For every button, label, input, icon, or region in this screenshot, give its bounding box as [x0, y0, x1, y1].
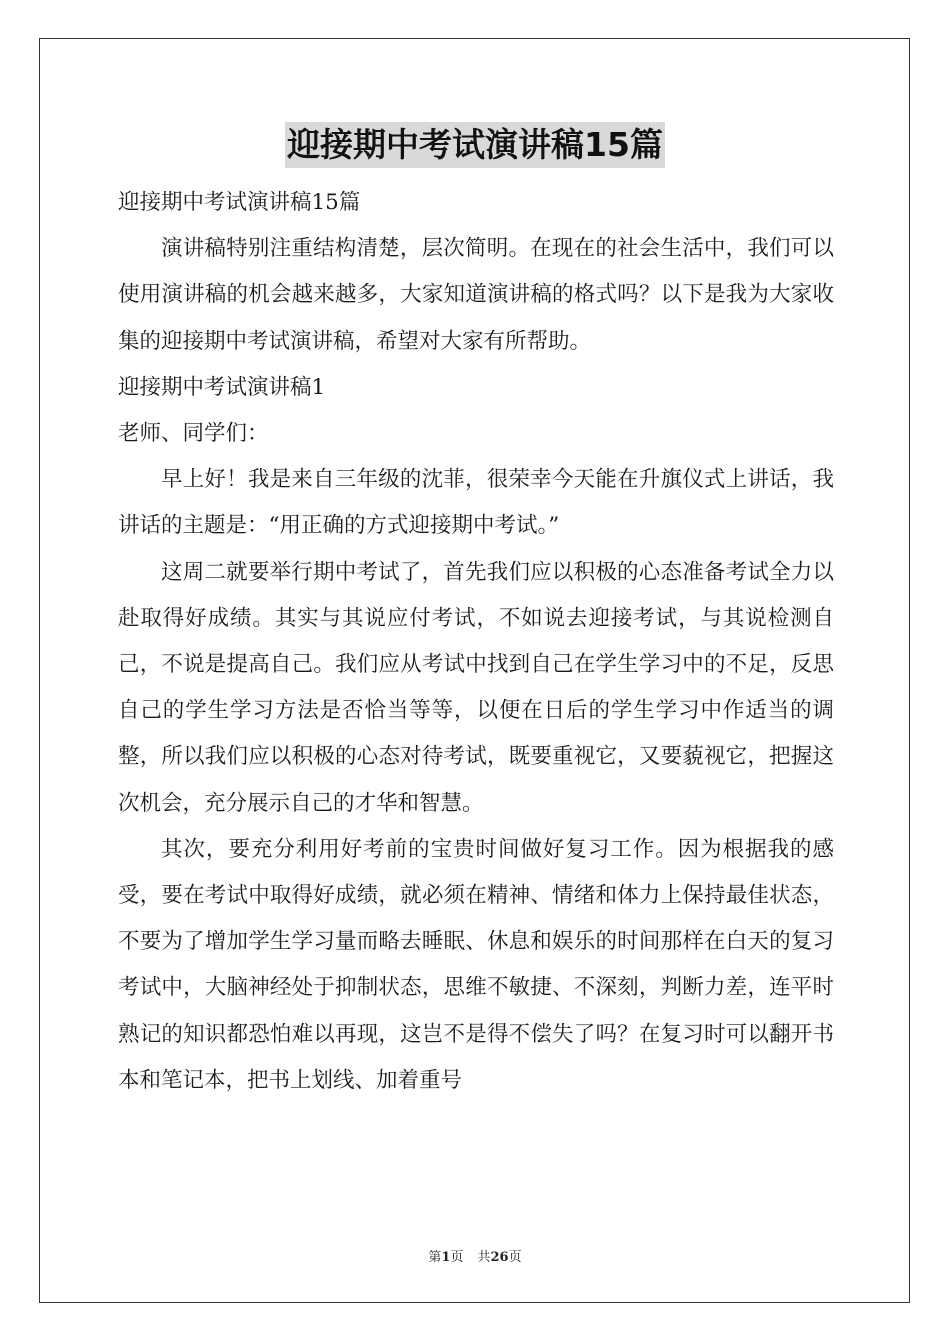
paragraph: 演讲稿特别注重结构清楚，层次简明。在现在的社会生活中，我们可以使用演讲稿的机会越来越多，大家知道演讲稿的格式吗？以下是我为大家收集的迎接期中考试演讲稿，希望对大家有所帮助。 [118, 236, 834, 354]
document-body [118, 180, 834, 1104]
paragraph: 迎接期中考试演讲稿15篇 [118, 190, 361, 215]
paragraph: 迎接期中考试演讲稿1 [118, 374, 326, 400]
footer-page-suffix: 页 [450, 1250, 464, 1265]
footer-page-number: 1 [441, 1250, 451, 1265]
page-footer [0, 1246, 950, 1265]
paragraph: 这周二就要举行期中考试了，首先我们应以积极的心态准备考试全力以赴取得好成绩。其实与其说应付考试，不如说去迎接考试，与其说检测自己，不说是提高自己。我们应从考试中找到自己在学生学习中的不足，反思自己的学生学习方法是否恰当等等，以便在日后的学生学习中作适当的调整，所以我们应以积极的心态对待考试，既要重视它，又要藐视它，把握这次机会，充分展示自己的才华和智慧。 [118, 559, 834, 816]
paragraph: 老师、同学们： [118, 421, 269, 447]
footer-total-pages: 26 [490, 1250, 509, 1265]
paragraph: 早上好！我是来自三年级的沈菲，很荣幸今天能在升旗仪式上讲话，我讲话的主题是：“用正确的方式迎接期中考试。” [118, 467, 834, 539]
title-container [0, 122, 950, 168]
footer-page-prefix: 第 [428, 1250, 442, 1265]
footer-total-suffix: 页 [508, 1250, 522, 1265]
footer-total-prefix: 共 [477, 1250, 491, 1265]
paragraph: 其次，要充分利用好考前的宝贵时间做好复习工作。因为根据我的感受，要在考试中取得好成绩，就必须在精神、情绪和体力上保持最佳状态，不要为了增加学生学习量而略去睡眠、休息和娱乐的时间那样在白天的复习考试中，大脑神经处于抑制状态，思维不敏捷、不深刻，判断力差，连平时熟记的知识都恐怕难以再现，这岂不是得不偿失了吗？在复习时可以翻开书本和笔记本，把书上划线、加着重号 [118, 836, 834, 1093]
document-title: 迎接期中考试演讲稿15篇 [285, 122, 665, 168]
